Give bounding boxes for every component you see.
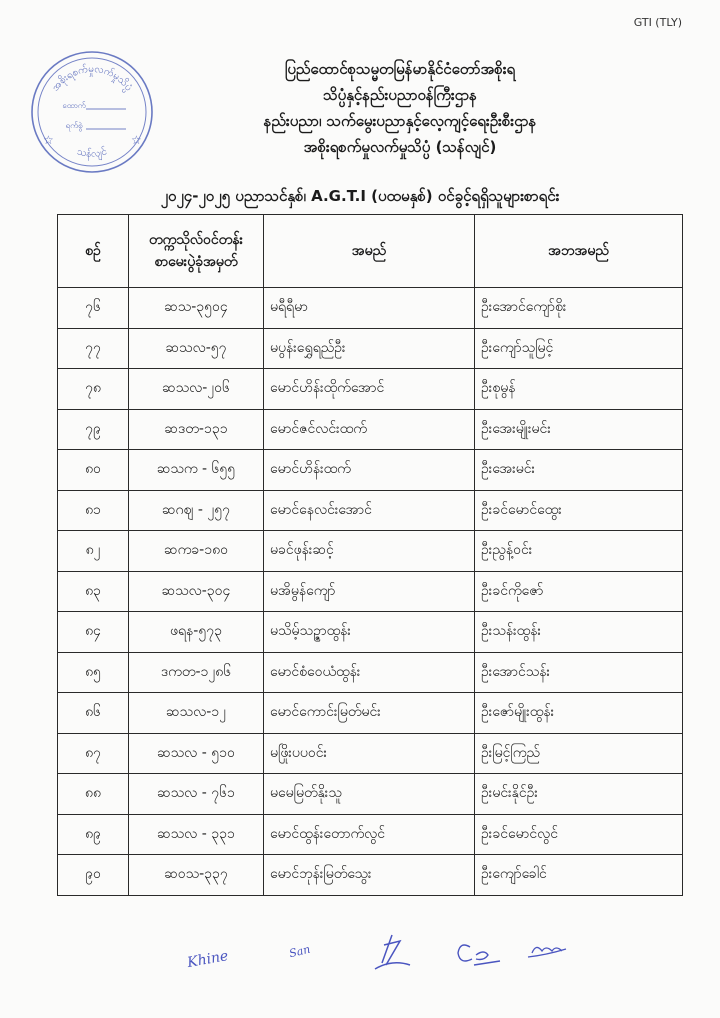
cell-roll-number: ဆသလ-၂၀၆ bbox=[129, 369, 264, 410]
cell-name: မောင်နေလင်းအောင် bbox=[264, 490, 475, 531]
table-row bbox=[58, 288, 683, 329]
header-line-institute: အစိုးရစက်မှုလက်မှုသိပ္ပံ (သန်လျင်) bbox=[303, 138, 497, 156]
header-name: အမည် bbox=[264, 215, 475, 288]
table-header-row bbox=[58, 215, 683, 288]
cell-name: မအိမွန်ကျော် bbox=[264, 571, 475, 612]
table-row bbox=[58, 328, 683, 369]
cell-serial: ၈၆ bbox=[58, 693, 129, 734]
cell-father-name: ဦးကျော်ခေါင် bbox=[475, 855, 683, 896]
cell-roll-number: ဆကခ-၁၈၀ bbox=[129, 531, 264, 572]
seal-text-top: အစိုးရစက်မှုလက်မှုသိပ္ပံ bbox=[50, 63, 135, 94]
table-row bbox=[58, 814, 683, 855]
cell-father-name: ဦးခင်မောင်လွင် bbox=[475, 814, 683, 855]
cell-father-name: ဦးအေးမျိုးမင်း bbox=[475, 409, 683, 450]
cell-serial: ၈၄ bbox=[58, 612, 129, 653]
table-row bbox=[58, 571, 683, 612]
table-row bbox=[58, 774, 683, 815]
cell-name: မောင်ဟိန်းထိုက်အောင် bbox=[264, 369, 475, 410]
cell-roll-number: ဆဝသ-၃၃၇ bbox=[129, 855, 264, 896]
header-roll-line-2: စာမေးပွဲခုံအမှတ် bbox=[154, 254, 238, 270]
signature-khine: Khine bbox=[186, 948, 230, 972]
cell-name: မခင်ဖုန်းဆင့် bbox=[264, 531, 475, 572]
cell-roll-number: ဆသလ-၁၂ bbox=[129, 693, 264, 734]
admission-table bbox=[57, 214, 683, 896]
header-line-government: ပြည်ထောင်စုသမ္မတမြန်မာနိုင်ငံတော်အစိုးရ bbox=[284, 60, 516, 78]
cell-father-name: ဦးခင်မောင်ထွေး bbox=[475, 490, 683, 531]
cell-serial: ၈၂ bbox=[58, 531, 129, 572]
cell-father-name: ဦးသန်းထွန်း bbox=[475, 612, 683, 653]
cell-name: မပွန်းရွှေရည်ဦး bbox=[264, 328, 475, 369]
cell-serial: ၉၀ bbox=[58, 855, 129, 896]
seal-field-date: ရက်စွဲ bbox=[65, 121, 83, 130]
cell-father-name: ဦးအေးမင်း bbox=[475, 450, 683, 491]
table-row bbox=[58, 409, 683, 450]
cell-name: မောင်ကောင်းမြတ်မင်း bbox=[264, 693, 475, 734]
signature-san: San bbox=[287, 942, 312, 961]
cell-father-name: ဦးမြင့်ကြည် bbox=[475, 733, 683, 774]
cell-father-name: ဦးညွန့်ဝင်း bbox=[475, 531, 683, 572]
cell-name: မောင်ဟိန်းထက် bbox=[264, 450, 475, 491]
header-father-name: အဘအမည် bbox=[475, 215, 683, 288]
cell-roll-number: ဆသလ - ၅၁၀ bbox=[129, 733, 264, 774]
cell-father-name: ဦးအောင်သန်း bbox=[475, 652, 683, 693]
cell-name: မောင်ဘုန်းမြတ်သွေး bbox=[264, 855, 475, 896]
cell-father-name: ဦးကျော်သူမြင့် bbox=[475, 328, 683, 369]
cell-roll-number: ဒကတ-၁၂၈၆ bbox=[129, 652, 264, 693]
cell-name: မဖြိုးပပဝင်း bbox=[264, 733, 475, 774]
header-roll-number bbox=[129, 215, 264, 288]
header-serial: စဉ် bbox=[58, 215, 129, 288]
cell-serial: ၈၅ bbox=[58, 652, 129, 693]
cell-name: မမေမြတ်နိုးသူ bbox=[264, 774, 475, 815]
document-header bbox=[150, 56, 650, 160]
cell-father-name: ဦးအောင်ကျော်စိုး bbox=[475, 288, 683, 329]
svg-text:သန်လျင် bbox=[76, 144, 109, 162]
table-row bbox=[58, 693, 683, 734]
signature-area bbox=[170, 925, 590, 985]
seal-star-left: ☆ bbox=[43, 133, 54, 147]
cell-name: မောင်ဇင်လင်းထက် bbox=[264, 409, 475, 450]
signature-scribble-2 bbox=[458, 945, 500, 965]
cell-father-name: ဦးခင်ကိုဇော် bbox=[475, 571, 683, 612]
cell-serial: ၈၉ bbox=[58, 814, 129, 855]
cell-serial: ၈၃ bbox=[58, 571, 129, 612]
seal-field-ref: ထောက် bbox=[62, 101, 86, 110]
list-title: ၂၀၂၄-၂၀၂၅ ပညာသင်နှစ်၊ A.G.T.I (ပထမနှစ်) ဝင်ခွင့်ရရှိသူများစာရင်း bbox=[160, 187, 560, 205]
cell-serial: ၈၈ bbox=[58, 774, 129, 815]
seal-star-right: ☆ bbox=[131, 133, 142, 147]
cell-name: မောင်ထွန်းတောက်လွင် bbox=[264, 814, 475, 855]
seal-text-bottom: သန်လျင် bbox=[75, 146, 109, 160]
cell-roll-number: ဆသက - ၆၅၅ bbox=[129, 450, 264, 491]
cell-roll-number: ဆဒတ-၁၃၁ bbox=[129, 409, 264, 450]
cell-serial: ၇၆ bbox=[58, 288, 129, 329]
cell-name: မောင်စံဝေယံထွန်း bbox=[264, 652, 475, 693]
signature-scribble-3 bbox=[528, 947, 566, 957]
cell-roll-number: ဆသလ - ၇၆၁ bbox=[129, 774, 264, 815]
cell-father-name: ဦးဇော်မျိုးထွန်း bbox=[475, 693, 683, 734]
table-row bbox=[58, 855, 683, 896]
cell-serial: ၇၉ bbox=[58, 409, 129, 450]
table-row bbox=[58, 369, 683, 410]
table-row bbox=[58, 450, 683, 491]
table-row bbox=[58, 612, 683, 653]
cell-roll-number: ဖရန-၅၇၃ bbox=[129, 612, 264, 653]
office-seal bbox=[28, 48, 156, 176]
header-roll-line-1: တက္ကသိုလ်ဝင်တန်း bbox=[148, 232, 244, 248]
cell-name: မရီရီမာ bbox=[264, 288, 475, 329]
cell-serial: ၈၇ bbox=[58, 733, 129, 774]
cell-roll-number: ဆသလ - ၃၃၁ bbox=[129, 814, 264, 855]
cell-father-name: ဦးစုမွန် bbox=[475, 369, 683, 410]
signature-scribble-1 bbox=[375, 935, 410, 969]
table-row bbox=[58, 652, 683, 693]
header-line-department: နည်းပညာ၊ သက်မွေးပညာနှင့်လေ့ကျင့်ရေးဦးစီးဌာန bbox=[263, 112, 537, 130]
cell-serial: ၇၈ bbox=[58, 369, 129, 410]
table-row bbox=[58, 531, 683, 572]
cell-serial: ၈၀ bbox=[58, 450, 129, 491]
table-row bbox=[58, 733, 683, 774]
document-code: GTI (TLY) bbox=[633, 16, 682, 29]
cell-roll-number: ဆသလ-၅၇ bbox=[129, 328, 264, 369]
table-row bbox=[58, 490, 683, 531]
cell-roll-number: ဆသလ-၃၀၄ bbox=[129, 571, 264, 612]
cell-father-name: ဦးမင်းနိုင်ဦး bbox=[475, 774, 683, 815]
cell-roll-number: ဆသ-၃၅၀၄ bbox=[129, 288, 264, 329]
cell-name: မသိမ့်သဥ္ဇာထွန်း bbox=[264, 612, 475, 653]
cell-serial: ၇၇ bbox=[58, 328, 129, 369]
cell-serial: ၈၁ bbox=[58, 490, 129, 531]
cell-roll-number: ဆဂဈ - ၂၅၇ bbox=[129, 490, 264, 531]
header-line-ministry: သိပ္ပံနှင့်နည်းပညာဝန်ကြီးဌာန bbox=[323, 86, 477, 104]
